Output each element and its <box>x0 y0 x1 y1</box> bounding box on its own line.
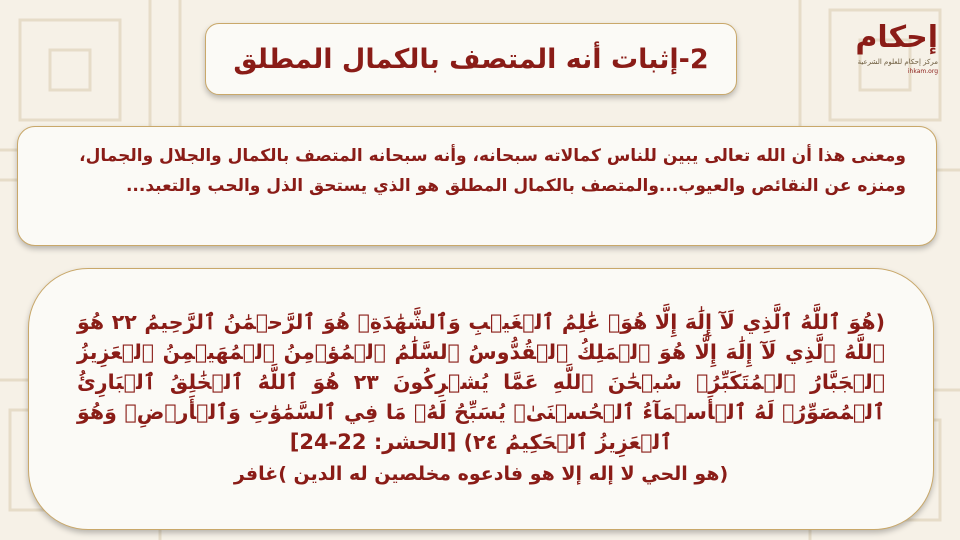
title-box <box>205 23 737 95</box>
slide-title: 2-إثبات أنه المتصف بالكمال المطلق <box>233 43 709 75</box>
logo-url: ihkam.org <box>907 68 938 75</box>
logo <box>838 22 938 92</box>
meaning-text: ومعنى هذا أن الله تعالى يبين للناس كمالاته سبحانه، وأنه سبحانه المتصف بالكمال والجلال والجمال، ومنزه عن النقائص والعيوب...والمتصف بالكمال المطلق هو الذي يستحق الذل والحب والتعبد... <box>79 146 906 196</box>
second-verse-text: (هو الحي لا إله إلا هو فادعوه مخلصين له الدين )غافر <box>233 463 729 485</box>
verse-box <box>28 268 934 530</box>
quran-verse-text: (هُوَ ٱللَّهُ ٱلَّذِي لَآ إِلَٰهَ إِلَّا هُوَۖ عَٰلِمُ ٱلۡغَيۡبِ وَٱلشَّهَٰدَةِۖ هُوَ ٱلرَّحۡمَٰنُ ٱلرَّحِيمُ ٢٢ هُوَ ٱللَّهُ ٱلَّذِي لَآ إِلَٰهَ إِلَّا هُوَ ٱلۡمَلِكُ ٱلۡقُدُّوسُ ٱلسَّلَٰمُ ٱلۡمُؤۡمِنُ ٱلۡمُهَيۡمِنُ ٱلۡعَزِيزُ ٱلۡجَبَّارُ ٱلۡمُتَكَبِّرُۚ سُبۡحَٰنَ ٱللَّهِ عَمَّا يُشۡرِكُونَ ٢٣ هُوَ ٱللَّهُ ٱلۡخَٰلِقُ ٱلۡبَارِئُ ٱلۡمُصَوِّرُۖ لَهُ ٱلۡأَسۡمَآءُ ٱلۡحُسۡنَىٰۚ يُسَبِّحُ لَهُۥ مَا فِي ٱلسَّمَٰوَٰتِ وَٱلۡأَرۡضِۖ وَهُوَ ٱلۡعَزِيزُ ٱلۡحَكِيمُ ٢٤) <box>77 310 885 454</box>
logo-word: إحكام <box>855 20 938 55</box>
verse-reference: [الحشر: 22-24] <box>289 430 457 454</box>
verse-paragraph <box>77 307 885 457</box>
logo-subtitle: مركز إحكام للعلوم الشرعية <box>857 58 938 66</box>
meaning-box <box>17 126 937 246</box>
